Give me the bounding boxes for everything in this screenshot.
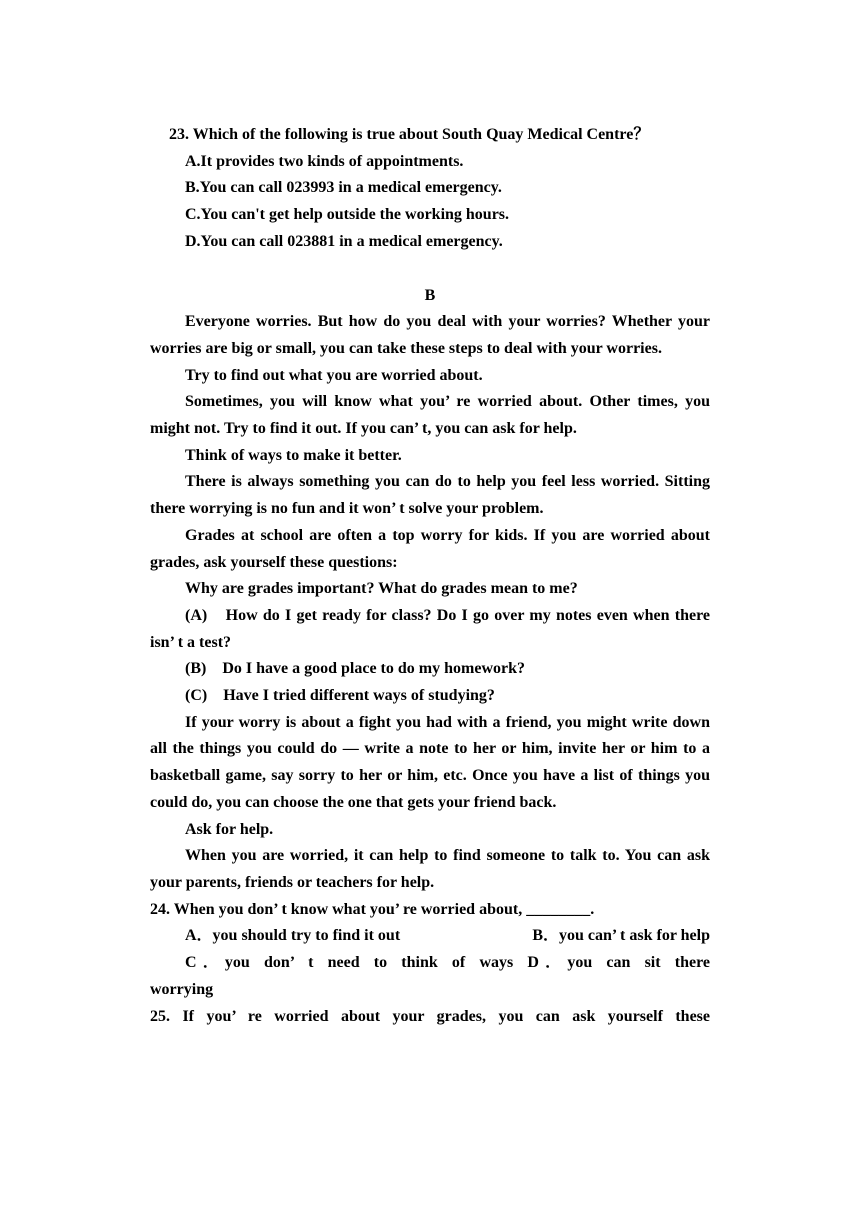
question-25: 25. If you’ re worried about your grades, you can ask yourself these <box>150 1007 710 1025</box>
question-24-option-d-continued: worrying <box>150 980 214 998</box>
passage-paragraph: Sometimes, you will know what you’ re worried about. Other times, you might not. Try to find it out. If you can’ t, you can ask for help. <box>150 393 710 438</box>
passage-heading: B <box>424 286 436 304</box>
question-23-option-a: A.It provides two kinds of appointments. <box>185 152 464 170</box>
question-24-option-d: D．you can sit there <box>527 954 710 972</box>
passage-paragraph: Grades at school are often a top worry for kids. If you are worried about grades, ask yourself these questions: <box>150 526 710 571</box>
document-content <box>150 122 710 1030</box>
question-23-option-b: B.You can call 023993 in a medical emergency. <box>185 179 502 197</box>
passage-subheading: Ask for help. <box>185 820 274 838</box>
passage-paragraph: There is always something you can do to help you feel less worried. Sitting there worrying is no fun and it won’ t solve your problem. <box>150 473 710 518</box>
question-24-options-row-1 <box>150 923 710 950</box>
passage-list-item-a: (A) How do I get ready for class? Do I go over my notes even when there isn’ t a test? <box>150 606 710 651</box>
question-24-option-b: B．you can’ t ask for help <box>532 927 710 945</box>
passage-list-item-b: (B) Do I have a good place to do my homework? <box>185 660 525 678</box>
question-24: 24. When you don’ t know what you’ re worried about, ________. <box>150 900 595 918</box>
question-24-options-row-2 <box>150 950 710 977</box>
passage-paragraph: Everyone worries. But how do you deal with your worries? Whether your worries are big or small, you can take these steps to deal with your worries. <box>150 313 710 357</box>
question-24-option-a: A．you should try to find it out <box>185 927 401 945</box>
question-23-option-c: C.You can't get help outside the working hours. <box>185 206 510 224</box>
passage-paragraph: If your worry is about a fight you had with a friend, you might write down all the things you could do — write a note to her or him, invite her or him to a basketball game, say sorry to her or him, etc. Once you have a list of things you could do, you can choose the one that gets your friend back. <box>150 713 710 811</box>
question-24-option-c: C．you don’ t need to think of ways <box>185 954 514 972</box>
passage-paragraph: Why are grades important? What do grades mean to me? <box>185 580 578 598</box>
blank-line <box>150 256 710 283</box>
passage-list-item-c: (C) Have I tried different ways of studying? <box>185 687 495 705</box>
question-23-option-d: D.You can call 023881 in a medical emergency. <box>185 232 503 250</box>
question-23: 23. Which of the following is true about South Quay Medical Centre？ <box>169 126 650 143</box>
passage-subheading: Try to find out what you are worried about. <box>185 366 483 384</box>
passage-paragraph: When you are worried, it can help to find someone to talk to. You can ask your parents, friends or teachers for help. <box>150 847 710 891</box>
passage-subheading: Think of ways to make it better. <box>185 446 402 464</box>
